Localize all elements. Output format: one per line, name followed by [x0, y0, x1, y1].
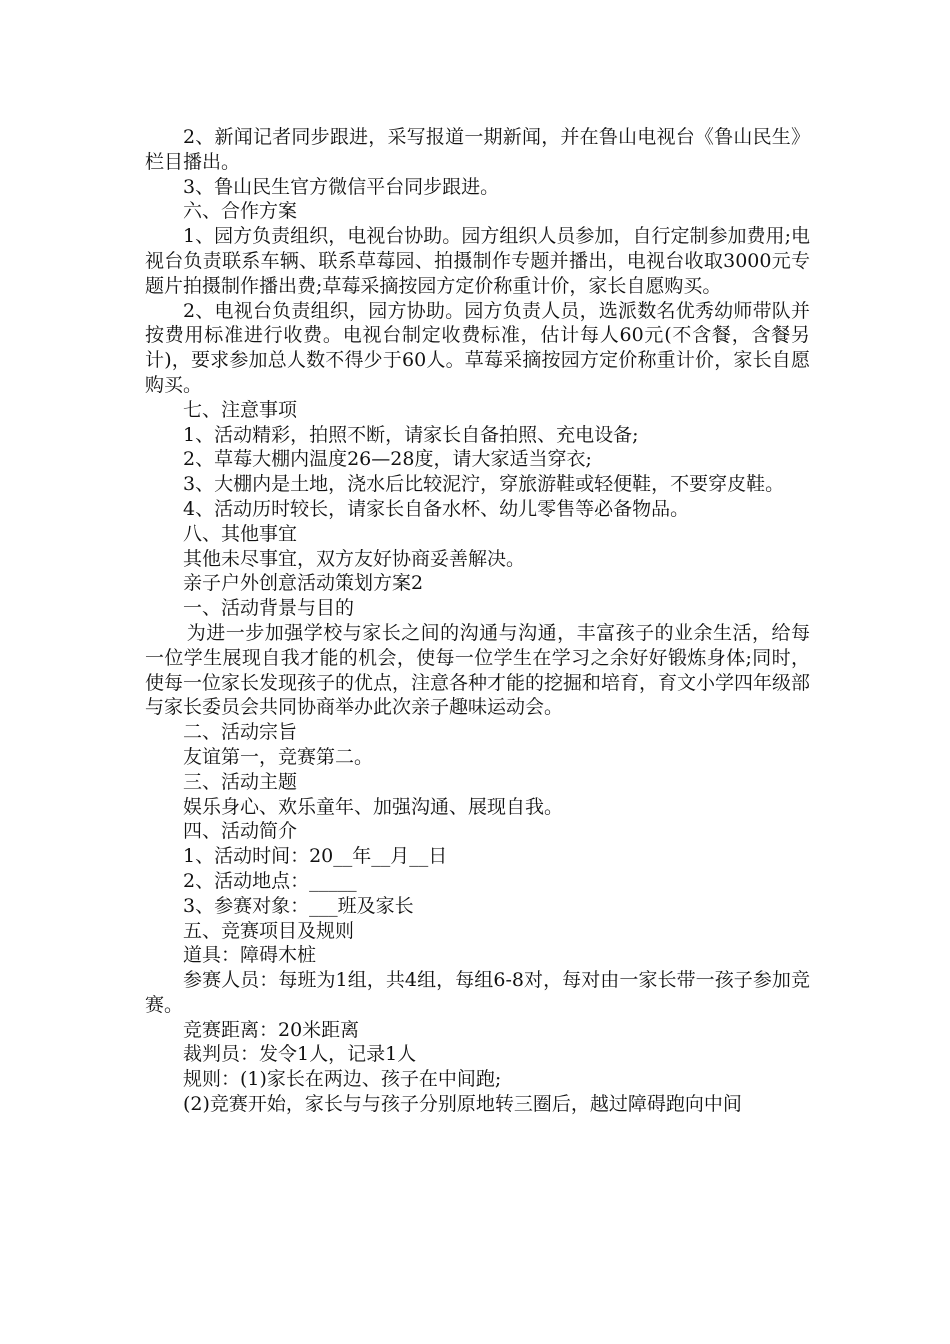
paragraph: 友谊第一，竞赛第二。: [183, 745, 374, 768]
list-item: 2、草莓大棚内温度26—28度，请大家适当穿衣;: [183, 448, 592, 471]
list-item: 3、大棚内是土地，浇水后比较泥泞，穿旅游鞋或轻便鞋，不要穿皮鞋。: [183, 473, 785, 496]
paragraph: (2)竞赛开始，家长与与孩子分别原地转三圈后，越过障碍跑向中间: [183, 1093, 742, 1116]
list-item: 1、活动精彩，拍照不断，请家长自备拍照、充电设备;: [183, 423, 639, 446]
paragraph: 裁判员：发令1人，记录1人: [183, 1043, 417, 1066]
paragraph: 2、电视台负责组织，园方协助。园方负责人员，选派数名优秀幼师带队并按费用标准进行收费。电视台制定收费标准，估计每人60元(不含餐，含餐另计)，要求参加总人数不得少于60人。草莓采摘按园方定价称重计价，家长自愿购买。: [145, 299, 810, 396]
paragraph: 2、新闻记者同步跟进，采写报道一期新闻，并在鲁山电视台《鲁山民生》栏目播出。: [145, 126, 810, 173]
list-item: 2、活动地点：_____: [183, 869, 357, 892]
paragraph: 规则：(1)家长在两边、孩子在中间跑;: [183, 1068, 502, 1091]
paragraph: 1、园方负责组织，电视台协助。园方组织人员参加，自行定制参加费用;电视台负责联系车辆、联系草莓园、拍摄制作专题并播出，电视台收取3000元专题片拍摄制作播出费;草莓采摘按园方定价称重计价，家长自愿购买。: [145, 225, 810, 297]
paragraph: 道具：障碍木桩: [183, 944, 317, 967]
paragraph: 3、鲁山民生官方微信平台同步跟进。: [183, 175, 500, 198]
section-heading: 五、竞赛项目及规则: [183, 919, 355, 942]
section-heading: 三、活动主题: [183, 770, 298, 793]
paragraph: 其他未尽事宜，双方友好协商妥善解决。: [183, 547, 526, 570]
section-heading: 七、注意事项: [183, 398, 298, 421]
paragraph: 娱乐身心、欢乐童年、加强沟通、展现自我。: [183, 795, 564, 818]
list-item: 1、活动时间：20__年__月__日: [183, 845, 448, 868]
section-heading: 八、其他事宜: [183, 522, 298, 545]
document-body: [145, 125, 810, 1117]
section-heading: 四、活动简介: [183, 820, 298, 843]
paragraph: 竞赛距离：20米距离: [183, 1018, 360, 1041]
section-heading: 二、活动宗旨: [183, 721, 298, 744]
document-subtitle: 亲子户外创意活动策划方案2: [183, 572, 424, 595]
list-item: 4、活动历时较长，请家长自备水杯、幼儿零售等必备物品。: [183, 497, 690, 520]
section-heading: 一、活动背景与目的: [183, 597, 355, 620]
list-item: 3、参赛对象：___班及家长: [183, 894, 414, 917]
section-heading: 六、合作方案: [183, 200, 298, 223]
paragraph: 为进一步加强学校与家长之间的沟通与沟通，丰富孩子的业余生活，给每一位学生展现自我才能的机会，使每一位学生在学习之余好好锻炼身体;同时，使每一位家长发现孩子的优点，注意各种才能的挖掘和培育，育文小学四年级部与家长委员会共同协商举办此次亲子趣味运动会。: [145, 621, 811, 719]
paragraph: 参赛人员：每班为1组，共4组，每组6-8对，每对由一家长带一孩子参加竞赛。: [145, 969, 810, 1016]
